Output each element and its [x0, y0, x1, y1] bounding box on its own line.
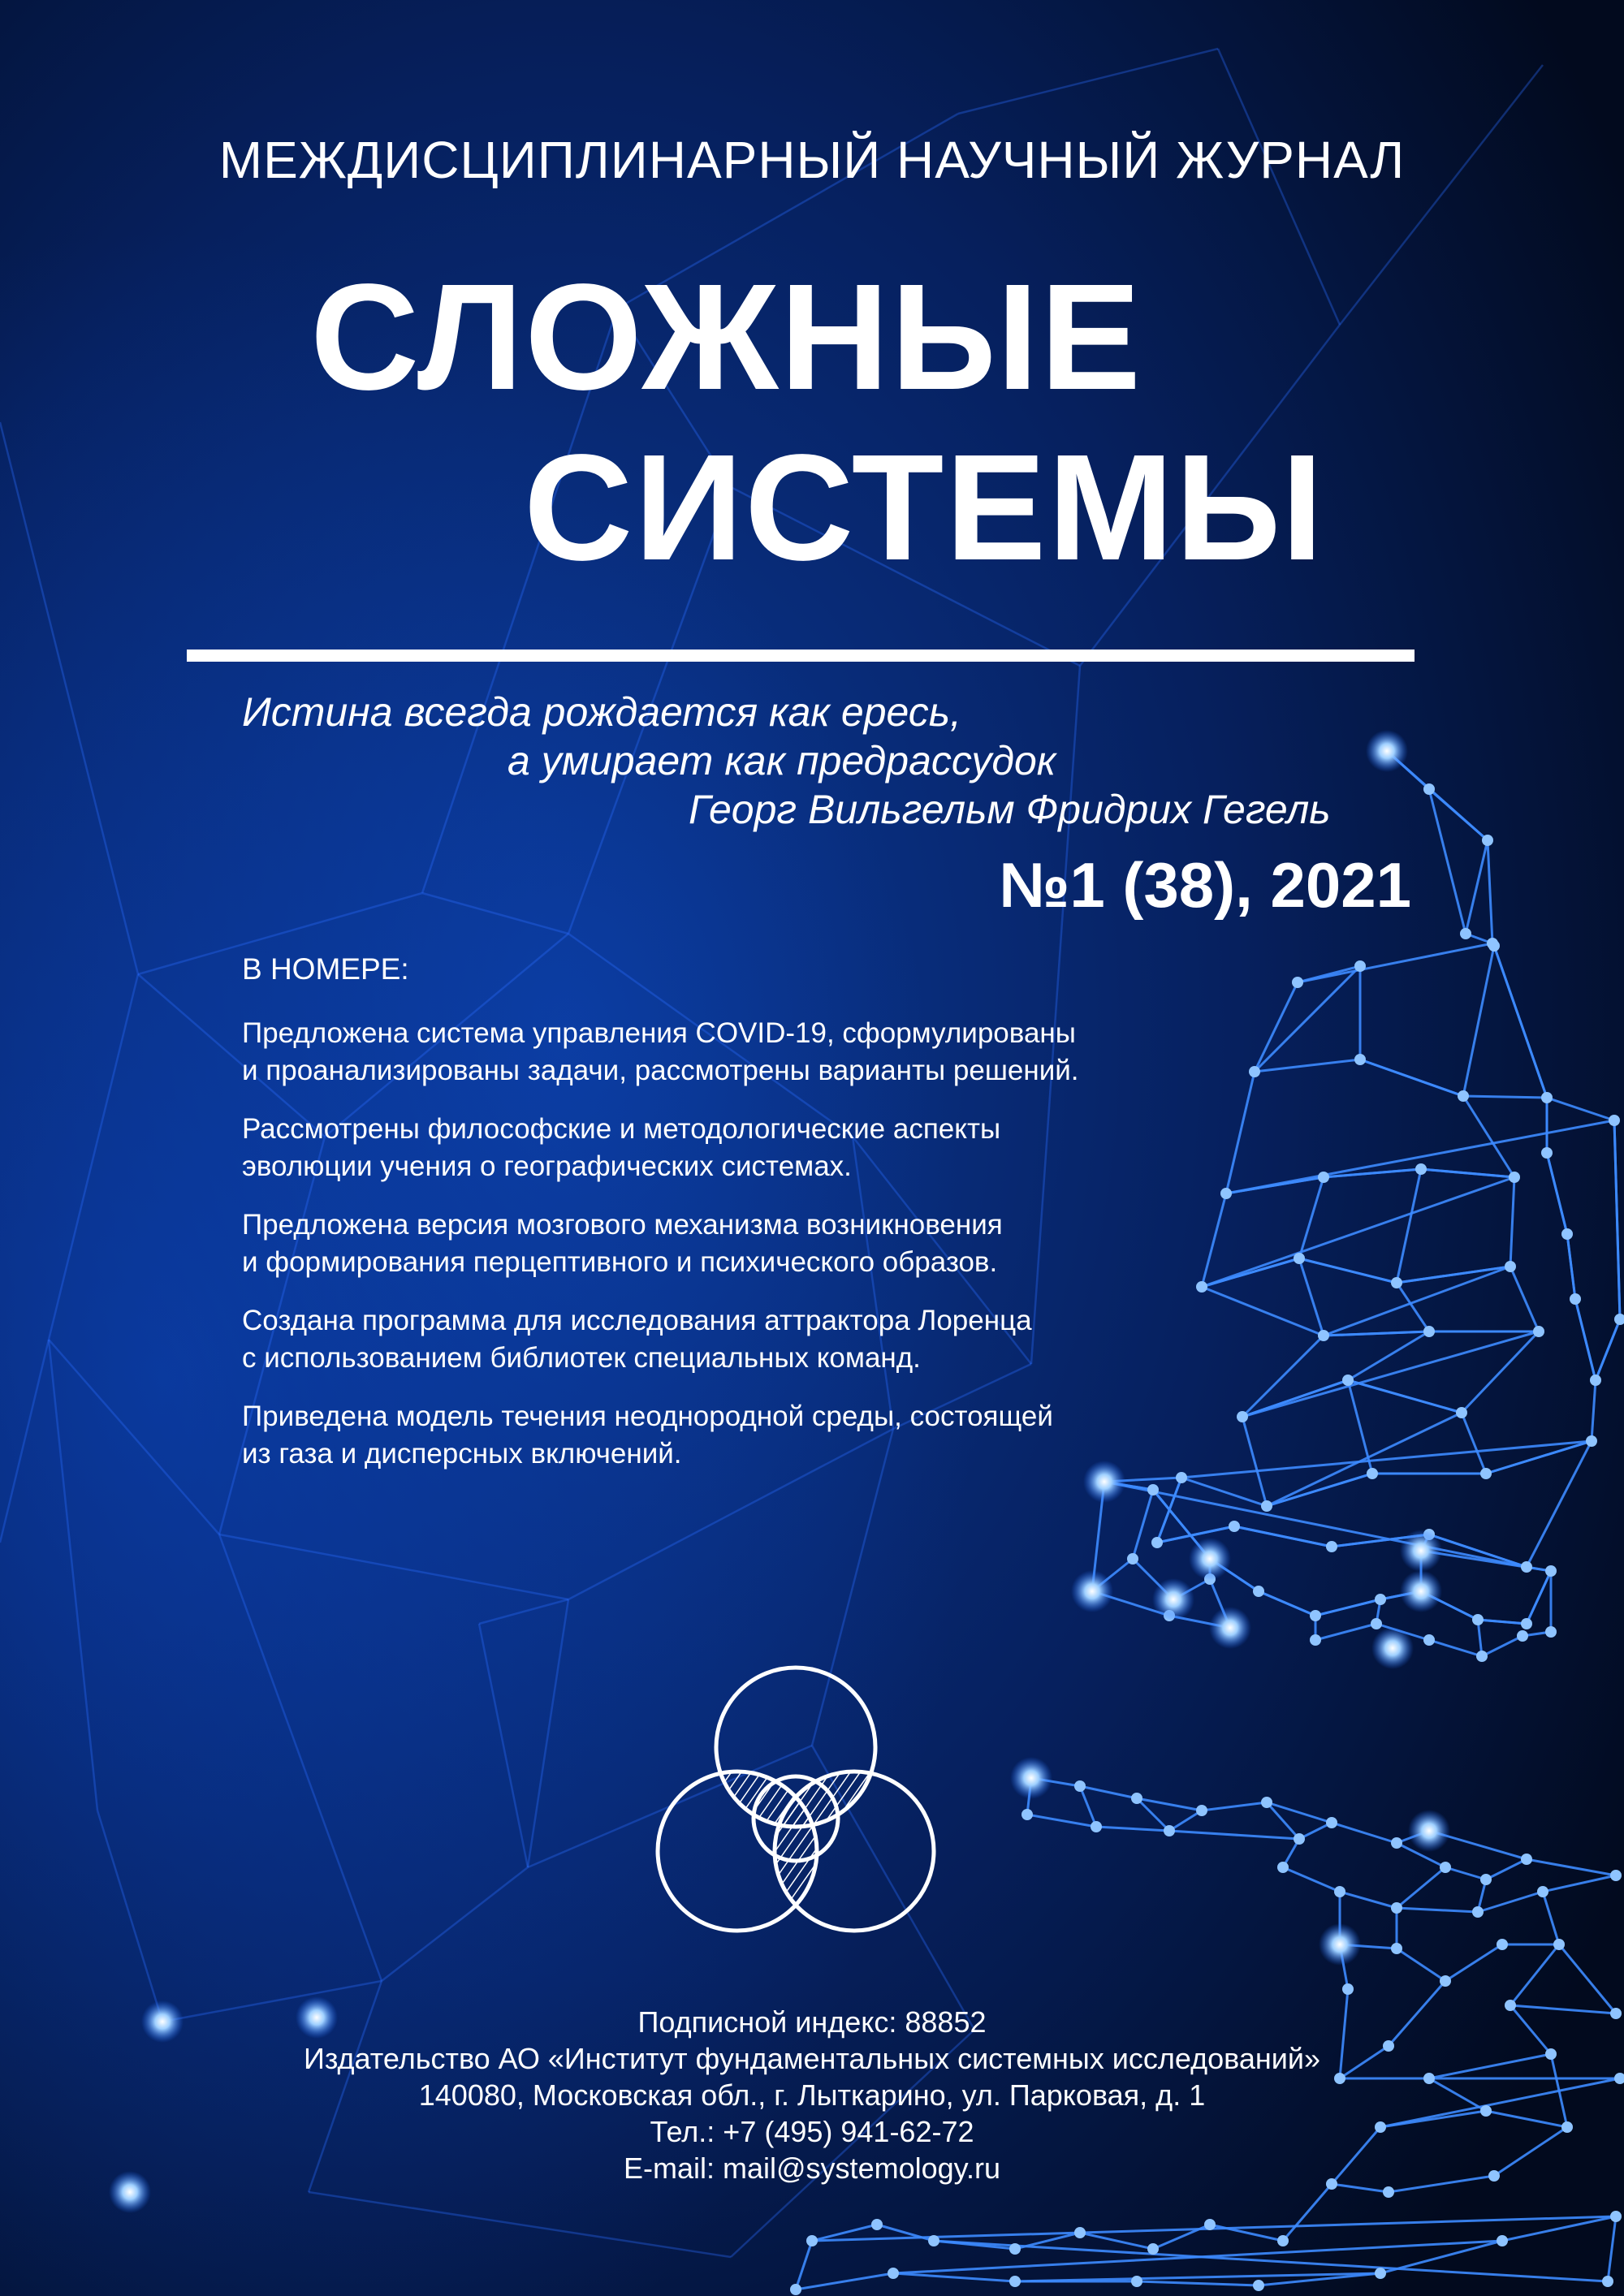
- journal-title-line-1: СЛОЖНЫЕ: [310, 253, 1143, 421]
- publisher-phone: Тел.: +7 (495) 941-62-72: [650, 2115, 974, 2148]
- contents-list: [242, 1015, 1200, 1494]
- journal-supertitle: МЕЖДИСЦИПЛИНАРНЫЙ НАУЧНЫЙ ЖУРНАЛ: [218, 131, 1406, 189]
- publisher-info: [0, 2004, 1624, 2186]
- contents-item-line: и формирования перцептивного и психического образов.: [242, 1246, 998, 1278]
- publisher-address: 140080, Московская обл., г. Лыткарино, ул. Парковая, д. 1: [418, 2078, 1206, 2112]
- epigraph-author: Георг Вильгельм Фридрих Гегель: [689, 787, 1331, 832]
- epigraph-line-2: а умирает как предрассудок: [508, 738, 1056, 783]
- contents-item: [242, 1206, 1200, 1281]
- publisher-email: E-mail: mail@systemology.ru: [624, 2151, 1000, 2185]
- contents-item-line: с использованием библиотек специальных команд.: [242, 1342, 921, 1374]
- contents-item: [242, 1398, 1200, 1473]
- divider-rule: [187, 650, 1415, 662]
- contents-label: В НОМЕРЕ:: [242, 952, 409, 986]
- contents-item: [242, 1015, 1200, 1090]
- contents-item-line: эволюции учения о географических системах.: [242, 1150, 852, 1182]
- contents-item-line: и проанализированы задачи, рассмотрены варианты решений.: [242, 1055, 1079, 1086]
- subscription-index: Подписной индекс: 88852: [637, 2005, 987, 2039]
- contents-item: [242, 1302, 1200, 1377]
- contents-item-line: из газа и дисперсных включений.: [242, 1438, 682, 1470]
- publisher-logo-icon: [633, 1656, 958, 1957]
- epigraph-line-1: Истина всегда рождается как ересь,: [242, 689, 961, 735]
- issue-number: №1 (38), 2021: [999, 849, 1411, 921]
- contents-item-line: Приведена модель течения неоднородной среды, состоящей: [242, 1400, 1053, 1432]
- publisher-name: Издательство АО «Институт фундаментальных системных исследований»: [303, 2042, 1321, 2075]
- contents-item-line: Предложена система управления COVID-19, сформулированы: [242, 1017, 1076, 1049]
- contents-item-line: Создана программа для исследования аттрактора Лоренца: [242, 1305, 1032, 1336]
- contents-item-line: Предложена версия мозгового механизма возникновения: [242, 1209, 1003, 1241]
- contents-item: [242, 1111, 1200, 1185]
- journal-title-line-2: СИСТЕМЫ: [524, 424, 1325, 592]
- contents-item-line: Рассмотрены философские и методологические аспекты: [242, 1113, 1001, 1145]
